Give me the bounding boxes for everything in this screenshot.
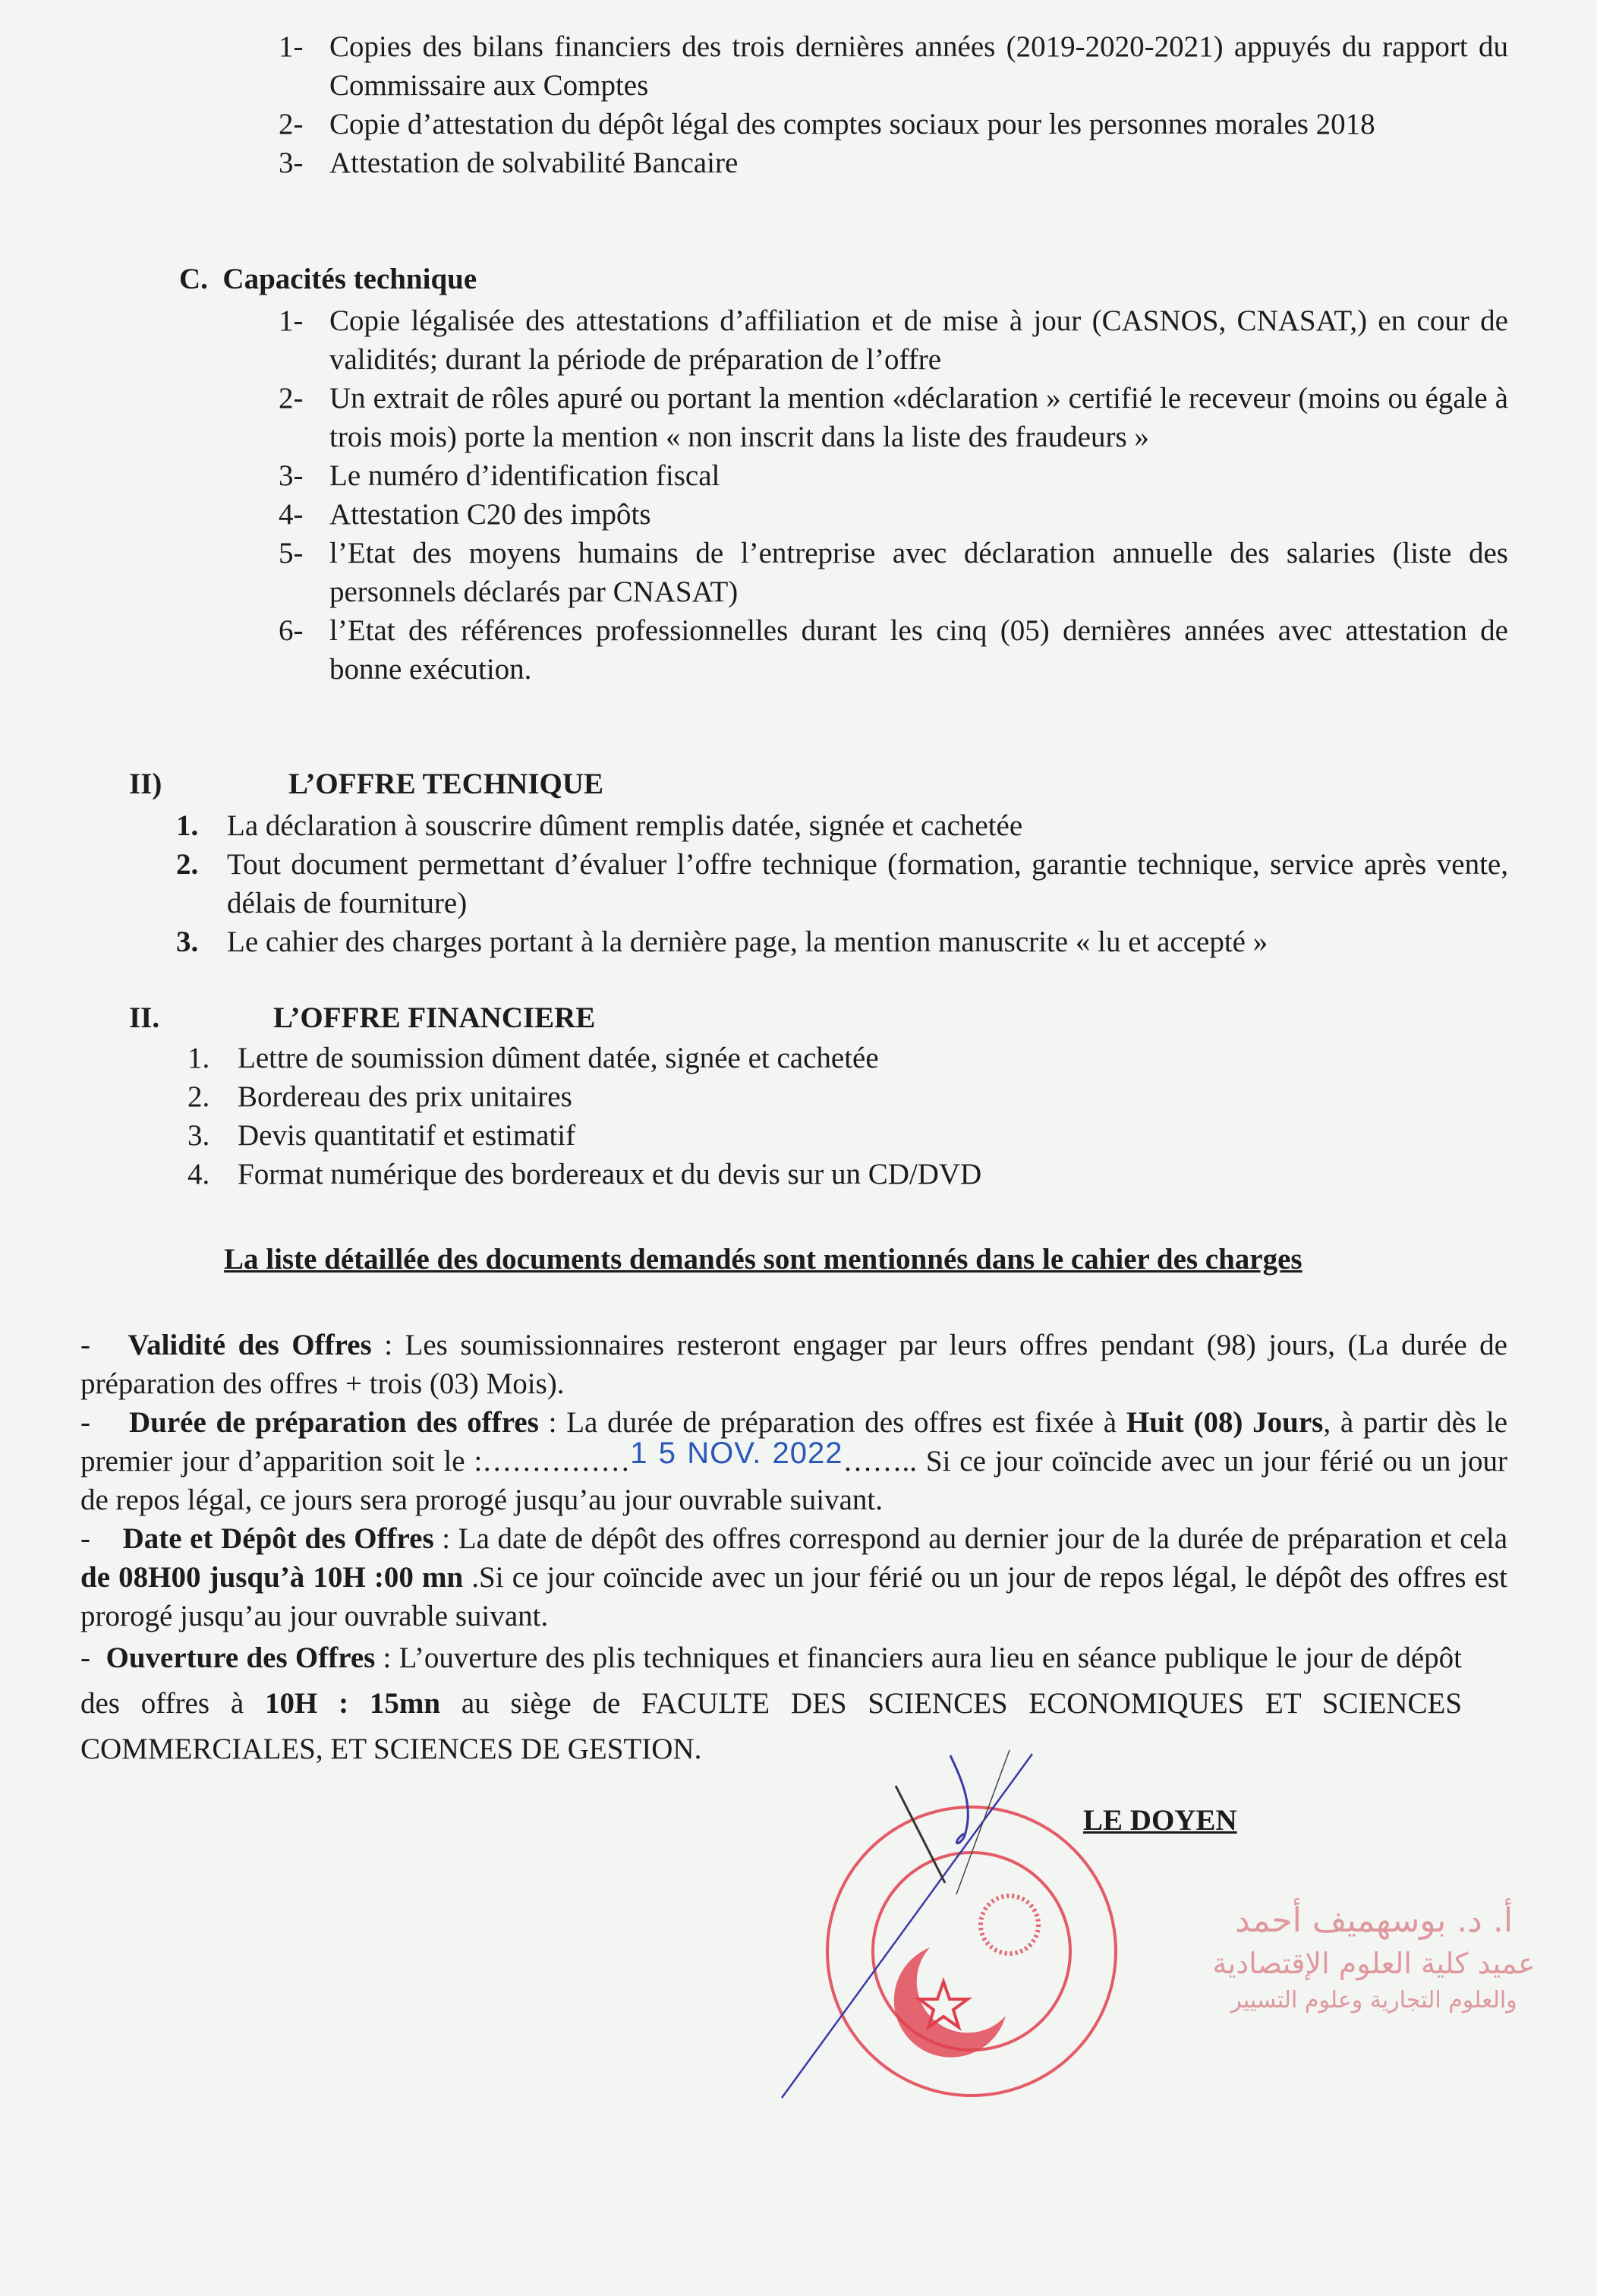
item-text: l’Etat des moyens humains de l’entreprise avec déclaration annuelle des salaries (liste des personnels déclarés par CNASAT) [329, 537, 1508, 608]
list-item [279, 27, 1508, 105]
list-item [187, 1155, 1508, 1194]
item-text: Devis quantitatif et estimatif [238, 1119, 576, 1152]
list-item [279, 611, 1508, 689]
item-text: Format numérique des bordereaux et du devis sur un CD/DVD [238, 1158, 982, 1191]
item-number: 2. [176, 848, 199, 881]
item-number: 3. [187, 1119, 210, 1152]
item-number: 1- [279, 304, 304, 337]
list-item [176, 922, 1508, 961]
duration: Huit (08) Jours [1126, 1406, 1324, 1439]
item-text: Un extrait de rôles apuré ou portant la mention «déclaration » certifié le receveur (moins ou égale à trois mois) porte la mention « non inscrit dans la liste des fraudeurs » [329, 382, 1508, 453]
item-text: Tout document permettant d’évaluer l’offre technique (formation, garantie technique, service après vente, délais de fourniture) [227, 848, 1508, 919]
label: Ouverture des Offres [106, 1642, 376, 1674]
item-text: Bordereau des prix unitaires [238, 1080, 572, 1113]
hours: de 08H00 jusqu’à 10H :00 mn [80, 1561, 464, 1594]
validite-paragraph [80, 1326, 1507, 1403]
list-item [176, 806, 1508, 845]
bullet: - [80, 1329, 90, 1361]
offre-financiere-number: II. [129, 1001, 160, 1034]
item-text: l’Etat des références professionnelles durant les cinq (05) dernières années avec attestation de bonne exécution. [329, 614, 1508, 686]
item-text: Attestation C20 des impôts [329, 498, 651, 531]
conditions [80, 1326, 1507, 1772]
offre-technique-list [176, 806, 1508, 961]
text: au siège de FACULTE DES SCIENCES ECONOMIQUES ET SCIENCES COMMERCIALES, ET SCIENCES DE GESTION. [80, 1687, 1463, 1765]
list-item [279, 534, 1508, 611]
item-text: Copies des bilans financiers des trois dernières années (2019-2020-2021) appuyés du rapport du Commissaire aux Comptes [329, 30, 1508, 102]
item-text: Attestation de solvabilité Bancaire [329, 147, 739, 179]
text: : L’ouverture des plis techniques et financiers aura lieu en séance publique le jour de dépôt des offres à [80, 1642, 1462, 1720]
item-number: 1. [176, 809, 199, 842]
list-item [187, 1039, 1508, 1077]
item-number: 3. [176, 926, 199, 958]
item-number: 3- [279, 459, 304, 492]
text: : La date de dépôt des offres correspond au dernier jour de la durée de préparation et cela [433, 1522, 1507, 1555]
date-stamp: 1 5 NOV. 2022 [630, 1437, 843, 1470]
financial-capacity-list [279, 27, 1508, 182]
item-number: 2- [279, 108, 304, 140]
list-item [279, 379, 1508, 456]
depot-paragraph [80, 1519, 1507, 1635]
text: : Les soumissionnaires resteront engager par leurs offres pendant (98) jours, (La durée de préparation des offres + trois (03) Mois). [80, 1329, 1507, 1400]
signatory-title: LE DOYEN [1083, 1804, 1237, 1837]
bullet: - [80, 1522, 90, 1555]
text: .Si ce jour coïncide avec un jour férié ou un jour de repos légal, le dépôt des offres est prorogé jusqu’au jour ouvrable suivant. [80, 1561, 1507, 1632]
label: Durée de préparation des offres [129, 1406, 539, 1439]
text: : La durée de préparation des offres est fixée à [538, 1406, 1126, 1439]
item-number: 5- [279, 537, 304, 569]
item-text: Copie légalisée des attestations d’affiliation et de mise à jour (CASNOS, CNASAT,) en cour de validités; durant la période de préparation de l’offre [329, 304, 1508, 376]
duree-paragraph [80, 1403, 1507, 1519]
item-number: 1- [279, 30, 304, 63]
list-item [187, 1077, 1508, 1116]
item-text: Copie d’attestation du dépôt légal des comptes sociaux pour les personnes morales 2018 [329, 108, 1375, 140]
list-item [279, 495, 1508, 534]
list-item [279, 456, 1508, 495]
item-text: La déclaration à souscrire dûment remplis datée, signée et cachetée [227, 809, 1023, 842]
list-item [279, 105, 1508, 144]
offre-financiere-title: L’OFFRE FINANCIERE [273, 1001, 596, 1034]
item-number: 2- [279, 382, 304, 415]
list-item [279, 301, 1508, 379]
item-text: Le cahier des charges portant à la dernière page, la mention manuscrite « lu et accepté » [227, 926, 1268, 958]
list-item [187, 1116, 1508, 1155]
item-number: 4- [279, 498, 304, 531]
dean-name: أ. د. بوسهميف أحمد [1234, 1901, 1514, 1940]
bullet: - [80, 1406, 90, 1439]
time: 10H : 15mn [264, 1687, 441, 1720]
offre-technique-number: II) [129, 768, 162, 800]
item-number: 4. [187, 1158, 210, 1191]
technical-capacity-list [279, 301, 1508, 689]
item-text: Lettre de soumission dûment datée, signée et cachetée [238, 1042, 879, 1074]
handwritten-signature [759, 1746, 1366, 2293]
item-number: 1. [187, 1042, 210, 1074]
list-item [176, 845, 1508, 922]
label: Validité des Offres [128, 1329, 372, 1361]
bullet: - [80, 1642, 90, 1674]
text: , à partir dès le premier jour d’apparition soit le :…………… [80, 1406, 1508, 1478]
offre-financiere-list [187, 1039, 1508, 1194]
item-number: 3- [279, 147, 304, 179]
dean-title-line1: عميد كلية العلوم الإقتصادية [1212, 1947, 1536, 1980]
item-number: 6- [279, 614, 304, 647]
dean-title-line2: والعلوم التجارية وعلوم التسيير [1230, 1987, 1517, 2014]
label: Date et Dépôt des Offres [122, 1522, 434, 1555]
offre-technique-title: L’OFFRE TECHNIQUE [288, 768, 604, 800]
text: …….. Si ce jour coïncide avec un jour férié ou un jour de repos légal, ce jours sera prorogé jusqu’au jour ouvrable suivant. [80, 1445, 1508, 1516]
section-c-heading: C. Capacités technique [179, 263, 477, 295]
item-number: 2. [187, 1080, 210, 1113]
list-item [279, 144, 1508, 182]
item-text: Le numéro d’identification fiscal [329, 459, 720, 492]
documents-note: La liste détaillée des documents demandés sont mentionnés dans le cahier des charges [224, 1243, 1302, 1276]
